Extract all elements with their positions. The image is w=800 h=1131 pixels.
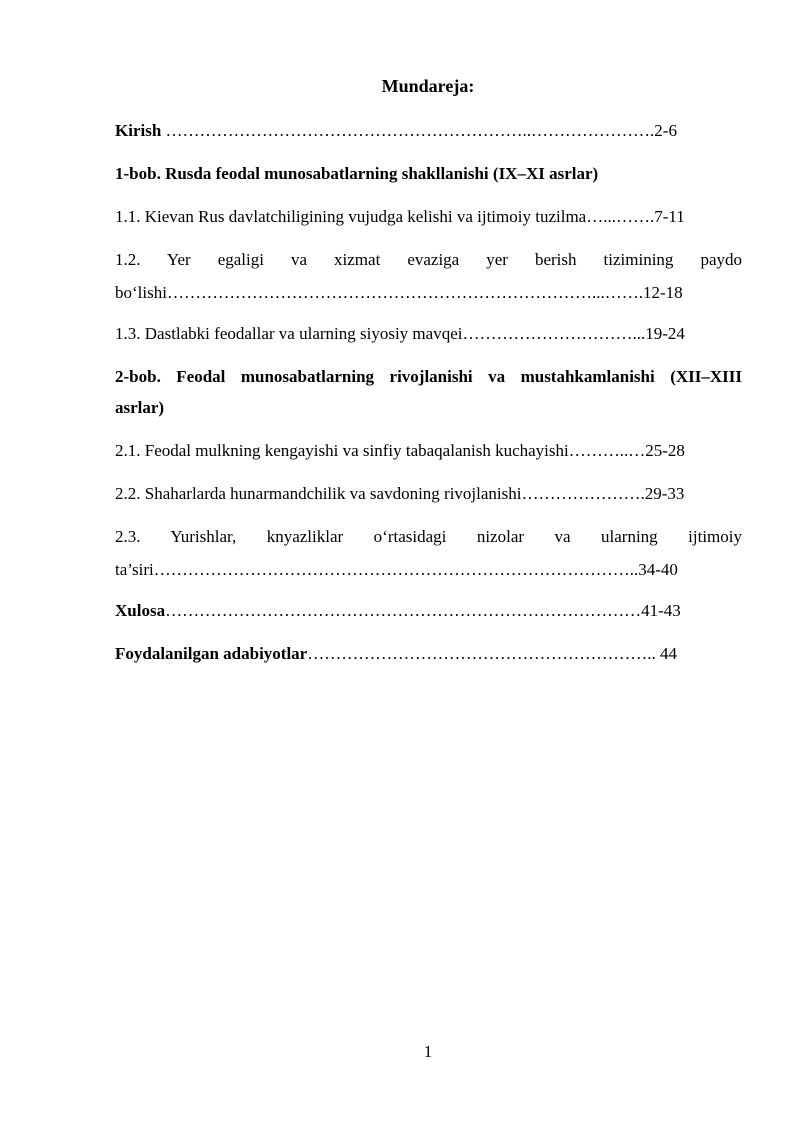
page-number: 1 <box>423 1042 433 1061</box>
toc-entry-chapter1 <box>115 162 742 186</box>
toc-chapter1-label: 1-bob. Rusda feodal munosabatlarning shakllanishi (IX–XI asrlar) <box>115 164 599 183</box>
toc-1-2-line1: 1.2. Yer egaligi va xizmat evaziga yer berish tizimining paydo <box>115 250 742 269</box>
toc-entry-chapter2 <box>115 365 742 420</box>
toc-chapter2-line1: 2-bob. Feodal munosabatlarning rivojlanishi va mustahkamlanishi (XII–XIII <box>115 367 742 386</box>
toc-entry-kirish <box>115 119 742 143</box>
toc-entry-1-2 <box>115 248 742 305</box>
toc-1-2-line2: bo‘lishi…………………………………………………………………...…….12-18 <box>115 283 683 302</box>
toc-adabiyot-dots: …………………………………………………….. <box>307 644 660 663</box>
toc-entry-1-1 <box>115 205 742 229</box>
toc-entry-1-3 <box>115 322 742 346</box>
toc-xulosa-label: Xulosa <box>115 601 166 620</box>
toc-title: Mundareja: <box>381 76 475 96</box>
toc-entry-2-2 <box>115 482 742 506</box>
toc-2-3-line2: ta’siri…………………………………………………………………………..34-40 <box>115 560 678 579</box>
toc-1-3-text: 1.3. Dastlabki feodallar va ularning siyosiy mavqei…………………………...19-24 <box>115 324 685 343</box>
toc-adabiyot-pages: 44 <box>659 644 677 663</box>
toc-entry-2-1 <box>115 439 742 463</box>
toc-2-3-line1: 2.3. Yurishlar, knyazliklar o‘rtasidagi nizolar va ularning ijtimoiy <box>115 527 742 546</box>
toc-kirish-pages: 2-6 <box>654 121 677 140</box>
toc-kirish-dots: ………………………………………………………..…………………. <box>161 121 655 140</box>
toc-2-2-text: 2.2. Shaharlarda hunarmandchilik va savdoning rivojlanishi………………….29-33 <box>115 484 685 503</box>
toc-2-1-text: 2.1. Feodal mulkning kengayishi va sinfiy tabaqalanish kuchayishi………..…25-28 <box>115 441 685 460</box>
toc-xulosa-dots: ………………………………………………………………………… <box>165 601 642 620</box>
toc-entry-adabiyot <box>115 642 742 666</box>
toc-entry-2-3 <box>115 525 742 582</box>
table-of-contents <box>115 119 742 666</box>
toc-entry-xulosa <box>115 599 742 623</box>
toc-chapter2-line2: asrlar) <box>115 398 165 417</box>
toc-adabiyot-label: Foydalanilgan adabiyotlar <box>115 644 308 663</box>
toc-kirish-label: Kirish <box>115 121 162 140</box>
toc-1-1-text: 1.1. Kievan Rus davlatchiligining vujudga kelishi va ijtimoiy tuzilma…...…….7-11 <box>115 207 685 226</box>
toc-xulosa-pages: 41-43 <box>641 601 681 620</box>
